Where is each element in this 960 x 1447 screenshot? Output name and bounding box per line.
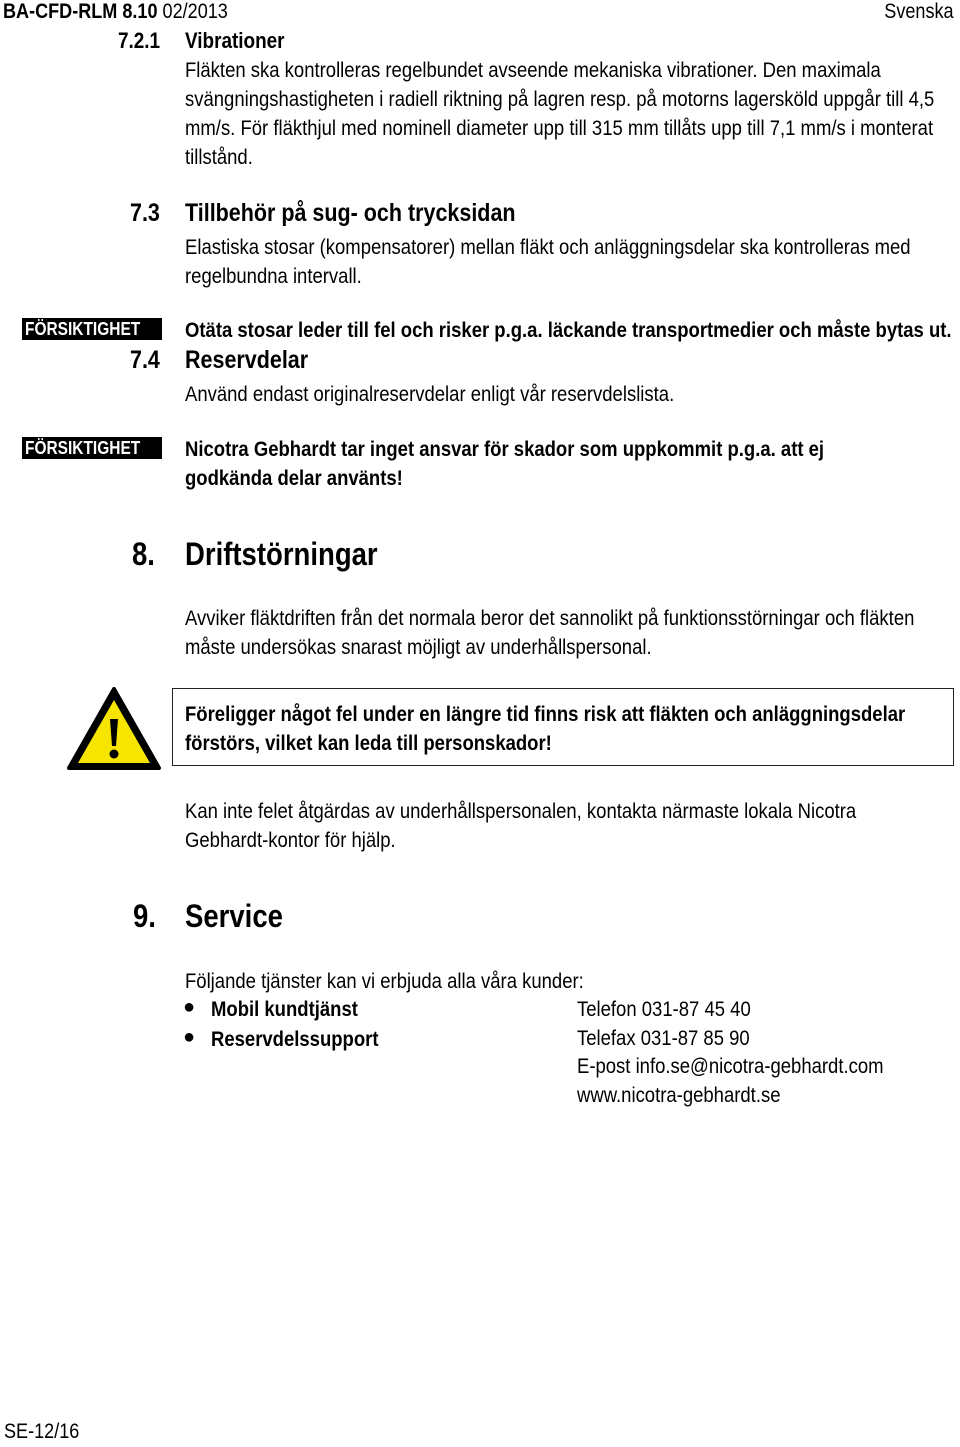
bullet-icon: ●: [183, 1026, 196, 1048]
section-8-intro: måste undersökas snarast möjligt av underhållspersonal.: [185, 635, 652, 659]
section-7-3-line: Elastiska stosar (kompensatorer) mellan fläkt och anläggningsdelar ska kontrolleras med: [185, 235, 911, 259]
section-7-2-1-number: 7.2.1: [118, 28, 161, 53]
section-9-number: 9.: [133, 898, 156, 934]
language-label: Svenska: [884, 0, 954, 23]
service-item: Reservdelssupport: [211, 1027, 379, 1051]
caution-text: Nicotra Gebhardt tar inget ansvar för skador som uppkommit p.g.a. att ej: [185, 437, 825, 461]
contact-email: E-post info.se@nicotra-gebhardt.com: [577, 1054, 884, 1078]
caution-label-text: FÖRSIKTIGHET: [25, 319, 141, 339]
section-8-contact: Kan inte felet åtgärdas av underhållspersonalen, kontakta närmaste lokala Nicotra: [185, 799, 857, 823]
contact-fax: Telefax 031-87 85 90: [577, 1026, 750, 1050]
section-7-3-line: regelbundna intervall.: [185, 264, 362, 288]
warning-text: Föreligger något fel under en längre tid finns risk att fläkten och anläggningsdelar: [185, 702, 906, 726]
bullet-icon: ●: [183, 996, 196, 1018]
section-7-2-1-line: Fläkten ska kontrolleras regelbundet avseende mekaniska vibrationer. Den maximala: [185, 58, 881, 82]
doc-code: BA-CFD-RLM 8.10: [3, 0, 158, 23]
caution-label-text: FÖRSIKTIGHET: [25, 438, 141, 458]
caution-text: Otäta stosar leder till fel och risker p.g.a. läckande transportmedier och måste bytas ut.: [185, 318, 952, 342]
section-7-4-number: 7.4: [130, 346, 160, 374]
section-8-contact: Gebhardt-kontor för hjälp.: [185, 828, 396, 852]
section-9-intro: Följande tjänster kan vi erbjuda alla våra kunder:: [185, 969, 584, 993]
section-9-title: Service: [185, 898, 283, 934]
section-7-2-1-title: Vibrationer: [185, 28, 285, 53]
warning-triangle-icon: [66, 686, 162, 772]
caution-label: [22, 437, 162, 459]
section-8-title: Driftstörningar: [185, 536, 378, 572]
contact-website: www.nicotra-gebhardt.se: [577, 1083, 781, 1107]
section-7-3-number: 7.3: [130, 199, 160, 227]
service-item: Mobil kundtjänst: [211, 997, 358, 1021]
section-7-4-title: Reservdelar: [185, 346, 309, 374]
doc-date: 02/2013: [162, 0, 228, 23]
section-7-4-text: Använd endast originalreservdelar enligt vår reservdelslista.: [185, 382, 675, 406]
caution-label: [22, 318, 162, 340]
section-8-intro: Avviker fläktdriften från det normala beror det sannolikt på funktionsstörningar och fläkten: [185, 606, 915, 630]
section-7-2-1-line: tillstånd.: [185, 145, 253, 169]
page-number: SE-12/16: [4, 1420, 80, 1443]
section-7-2-1-line: svängningshastigheten i radiell riktning på lagren resp. på motorns lagersköld uppgår till 4,5: [185, 87, 935, 111]
contact-phone: Telefon 031-87 45 40: [577, 997, 751, 1021]
section-7-3-title: Tillbehör på sug- och trycksidan: [185, 199, 516, 227]
section-8-number: 8.: [132, 536, 155, 572]
warning-text: förstörs, vilket kan leda till personskador!: [185, 731, 552, 755]
caution-text: godkända delar använts!: [185, 466, 403, 490]
doc-header: [3, 0, 228, 24]
doc-language: [885, 0, 954, 24]
section-7-2-1-line: mm/s. För fläkthjul med nominell diameter upp till 315 mm tillåts upp till 7,1 mm/s i monterat: [185, 116, 934, 140]
